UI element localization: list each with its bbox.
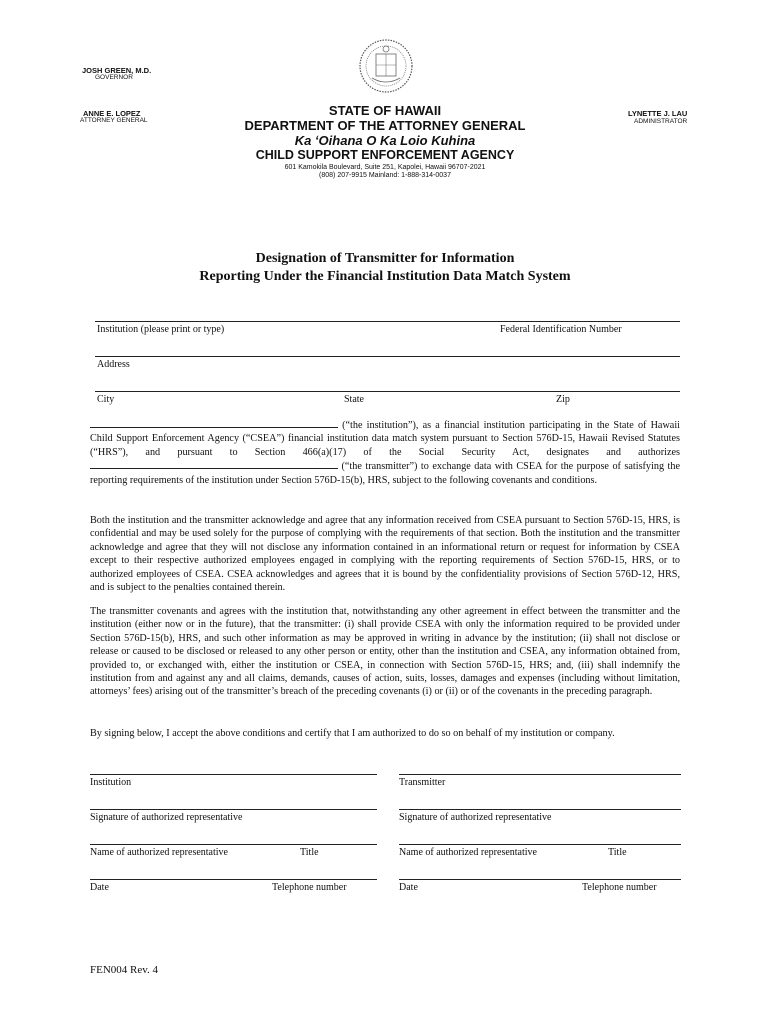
transmitter-name-blank[interactable] (90, 459, 338, 469)
transmitter-phone-label: Telephone number (582, 882, 657, 893)
administrator-name: LYNETTE J. LAU (628, 109, 688, 118)
document-title-line2: Reporting Under the Financial Institution Data Match System (199, 269, 571, 284)
agency-address: 601 Kamokila Boulevard, Suite 251, Kapolei, Hawaii 96707-2021 (284, 164, 486, 171)
covenants-paragraph: The transmitter covenants and agrees with the institution that, notwithstanding any other agreement in effect between the transmitter and the institution (either now or in the future), that the transmitter: (i) shall provide CSEA with only the information required to be provided under Section 576D-15(b), HRS, and such other information as may be approved in writing in advance by the institution; (ii) shall not disclose or release or caused to be disclosed or released to any other person or entity, other than the institution and CSEA, any information obtained from, provided to, or exchanged with, either the institution or CSEA, in connection with Section 576D-15, HRS; and, (iii) shall indemnify the institution from and against any and all claims, demands, causes of action, suits, losses, damages and expenses (including without limitation, attorneys’ fees) arising out of the transmitter’s breach of the preceding covenants (i) or (ii) or of the covenants in the preceding paragraph. (90, 606, 680, 698)
certification-paragraph: By signing below, I accept the above conditions and certify that I am authorized to do so on behalf of my institution or company. (90, 728, 615, 739)
hawaiian-name: Ka ʻOihana O Ka Loio Kuhina (294, 133, 476, 148)
transmitter-party-label: Transmitter (399, 777, 446, 788)
transmitter-title-label: Title (608, 847, 627, 858)
administrator-title: ADMINISTRATOR (634, 118, 688, 125)
state-seal-icon (358, 38, 414, 94)
state-label: State (344, 394, 364, 405)
attorney-general-name: ANNE E. LOPEZ (83, 109, 141, 118)
address-field-line[interactable] (95, 356, 680, 357)
institution-sign-line[interactable] (90, 774, 377, 775)
institution-phone-label: Telephone number (272, 882, 347, 893)
transmitter-name-line[interactable] (399, 844, 681, 845)
federal-id-label: Federal Identification Number (500, 324, 622, 335)
city-label: City (97, 394, 115, 405)
state-heading: STATE OF HAWAII (328, 103, 442, 118)
document-title-line1: Designation of Transmitter for Information (255, 251, 515, 266)
confidentiality-paragraph: Both the institution and the transmitter acknowledge and agree that any information received from CSEA pursuant to Section 576D-15, HRS, is confidential and may be used solely for the purpose of complying with the requirements of that section. Both the institution and the transmitter acknowledge and agree that they will not disclose any information contained in an informational return or request for information by CSEA except to their respective authorized employees engaged in complying with the reporting requirements of Section 576D-15, HRS, or to authorized employees of CSEA. CSEA acknowledges and agrees that it is bound by the confidentiality provisions of Section 576D-12, HRS, and is subject to the penalties contained therein. (90, 515, 680, 594)
institution-signature-line[interactable] (90, 809, 377, 810)
designation-paragraph (90, 418, 680, 487)
institution-field-line[interactable] (95, 321, 680, 322)
institution-name-line[interactable] (90, 844, 377, 845)
institution-party-label: Institution (90, 777, 132, 788)
agency-phone: (808) 207-9915 Mainland: 1-888-314-0037 (319, 172, 451, 179)
transmitter-rep-name-label: Name of authorized representative (399, 847, 537, 858)
governor-name: JOSH GREEN, M.D. (82, 66, 152, 75)
institution-date-label: Date (90, 882, 109, 893)
department-heading: DEPARTMENT OF THE ATTORNEY GENERAL (244, 118, 526, 133)
transmitter-sign-line[interactable] (399, 774, 681, 775)
attorney-general-title: ATTORNEY GENERAL (80, 117, 148, 124)
institution-signature-label: Signature of authorized representative (90, 812, 243, 823)
designation-text-2: (“the transmitter”) to exchange data with CSEA for the purpose of satisfying the reporting requirements of the institution under Section 576D-15(b), HRS, subject to the following covenants and conditions. (90, 461, 680, 486)
zip-label: Zip (556, 394, 570, 405)
address-label: Address (97, 359, 130, 370)
city-state-zip-field-line[interactable] (95, 391, 680, 392)
institution-name-blank[interactable] (90, 418, 338, 428)
institution-label: Institution (please print or type) (97, 324, 225, 335)
institution-rep-name-label: Name of authorized representative (90, 847, 228, 858)
transmitter-date-label: Date (399, 882, 418, 893)
transmitter-signature-label: Signature of authorized representative (399, 812, 552, 823)
agency-heading: CHILD SUPPORT ENFORCEMENT AGENCY (255, 148, 515, 162)
designation-text-1: (“the institution”), as a financial institution participating in the State of Hawaii Child Support Enforcement Agency (“CSEA”) financial institution data match system pursuant to Section 576D-15, Hawaii Revised Statutes (“HRS”), and pursuant to Section 466(a)(17) of the Social Security Act, designates and authorizes (90, 420, 680, 458)
transmitter-signature-line[interactable] (399, 809, 681, 810)
form-number: FEN004 Rev. 4 (90, 964, 159, 976)
institution-title-label: Title (300, 847, 319, 858)
governor-title: GOVERNOR (95, 74, 133, 81)
transmitter-date-line[interactable] (399, 879, 681, 880)
institution-date-line[interactable] (90, 879, 377, 880)
